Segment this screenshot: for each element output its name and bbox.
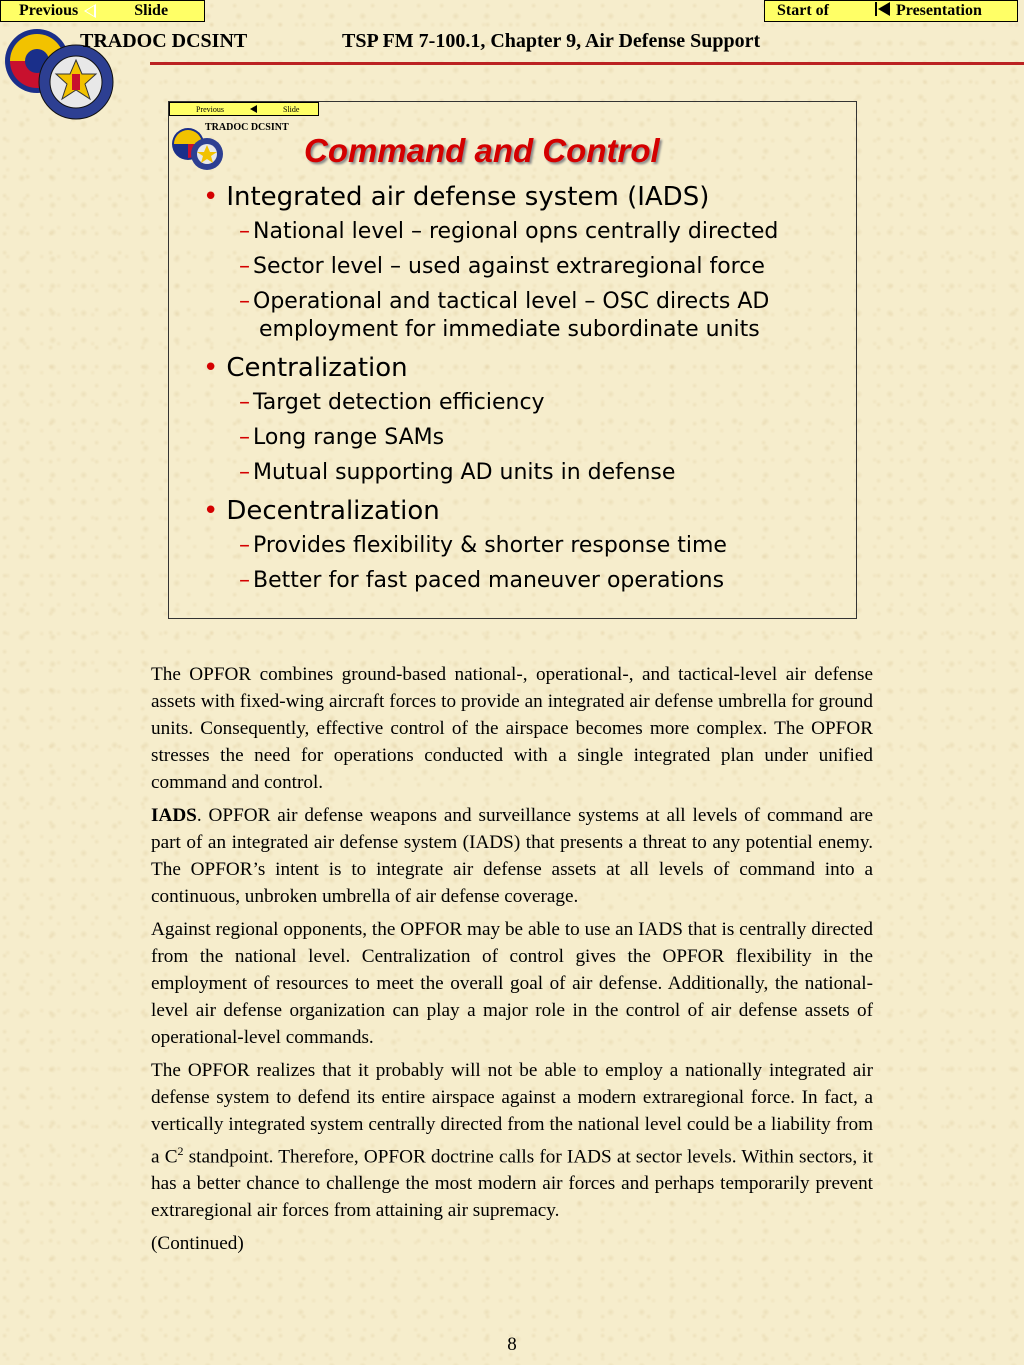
slide-bullet: • Centralization	[203, 353, 408, 383]
mini-previous-arrow-icon	[250, 105, 257, 113]
slide-sub-bullet: – Target detection efficiency	[239, 390, 545, 415]
body-text	[151, 661, 873, 1263]
slide-label: Slide	[134, 2, 169, 19]
freedoms-fortress-seal-icon	[38, 44, 114, 120]
slide-sub-bullet: – National level – regional opns centrally directed	[239, 219, 779, 244]
previous-arrow-icon	[84, 4, 96, 18]
slide-bullet: • Decentralization	[203, 496, 440, 526]
slide-thumbnail	[168, 101, 857, 619]
previous-slide-button[interactable]	[0, 0, 205, 22]
mini-previous-label: Previous	[196, 104, 224, 114]
continued-note: (Continued)	[151, 1233, 244, 1255]
paragraph: IADS. OPFOR air defense weapons and surveillance systems at all levels of command are part of an integrated air defense system (IADS) that presents a threat to any potential enemy. The OPFOR’s intent is to integrate air defense assets at all levels of command into a continuous, unbroken umbrella of air defense coverage.	[151, 805, 873, 907]
paragraph: The OPFOR combines ground-based national-, operational-, and tactical-level air defense assets with fixed-wing aircraft forces to provide an integrated air defense umbrella for ground units. Consequently, effective control of the airspace becomes more complex. The OPFOR stresses the need for operations conducted with a single integrated plan under unified command and control.	[151, 664, 873, 793]
slide-sub-bullet: – Better for fast paced maneuver operations	[239, 568, 725, 593]
slide-sub-bullet: – Long range SAMs	[239, 425, 445, 450]
header-doc-title: TSP FM 7-100.1, Chapter 9, Air Defense Support	[342, 30, 761, 52]
start-of-label: Start of	[777, 2, 829, 19]
slide-sub-bullet: – Sector level – used against extraregional force	[239, 254, 765, 279]
slide-bullet: • Integrated air defense system (IADS)	[203, 182, 710, 212]
page-number: 8	[507, 1334, 517, 1355]
mini-previous-slide-button	[169, 102, 319, 116]
presentation-label: Presentation	[895, 2, 982, 19]
mini-slide-label: Slide	[283, 104, 300, 114]
start-of-presentation-button[interactable]	[764, 0, 1018, 22]
slide-org: TRADOC DCSINT	[205, 122, 289, 133]
slide-sub-bullet: – Provides flexibility & shorter response time	[239, 533, 727, 558]
iads-heading: IADS	[151, 805, 197, 826]
paragraph: The OPFOR realizes that it probably will not be able to employ a nationally integrated air defense system to defend its entire airspace against a modern extraregional force. In fact, a vertically integrated system centrally directed from the national level could be a liability from a $C^2$ standpoint. Therefore, OPFOR doctrine calls for IADS at sector levels. Within sectors, it has a better chance to challenge the most modern air forces and perhaps temporarily prevent extraregional air forces from attaining air supremacy.	[151, 1060, 873, 1222]
header-divider	[150, 62, 1024, 65]
slide-bullet-list	[203, 180, 819, 602]
slide-sub-bullet: – Operational and tactical level – OSC directs AD employment for immediate subordinate units	[239, 289, 770, 342]
slide-title: Command and Control	[304, 132, 660, 169]
header-org: TRADOC DCSINT	[80, 30, 248, 52]
first-slide-icon	[875, 2, 890, 21]
paragraph: Against regional opponents, the OPFOR may be able to use an IADS that is centrally directed from the national level. Centralization of control gives the OPFOR flexibility in the employment of resources to meet the overall goal of air defense. Additionally, the national-level air defense organization can play a major role in the control of air defense assets of operational-level commands.	[151, 919, 873, 1048]
previous-label: Previous	[19, 2, 79, 19]
slide-sub-bullet: – Mutual supporting AD units in defense	[239, 460, 676, 485]
